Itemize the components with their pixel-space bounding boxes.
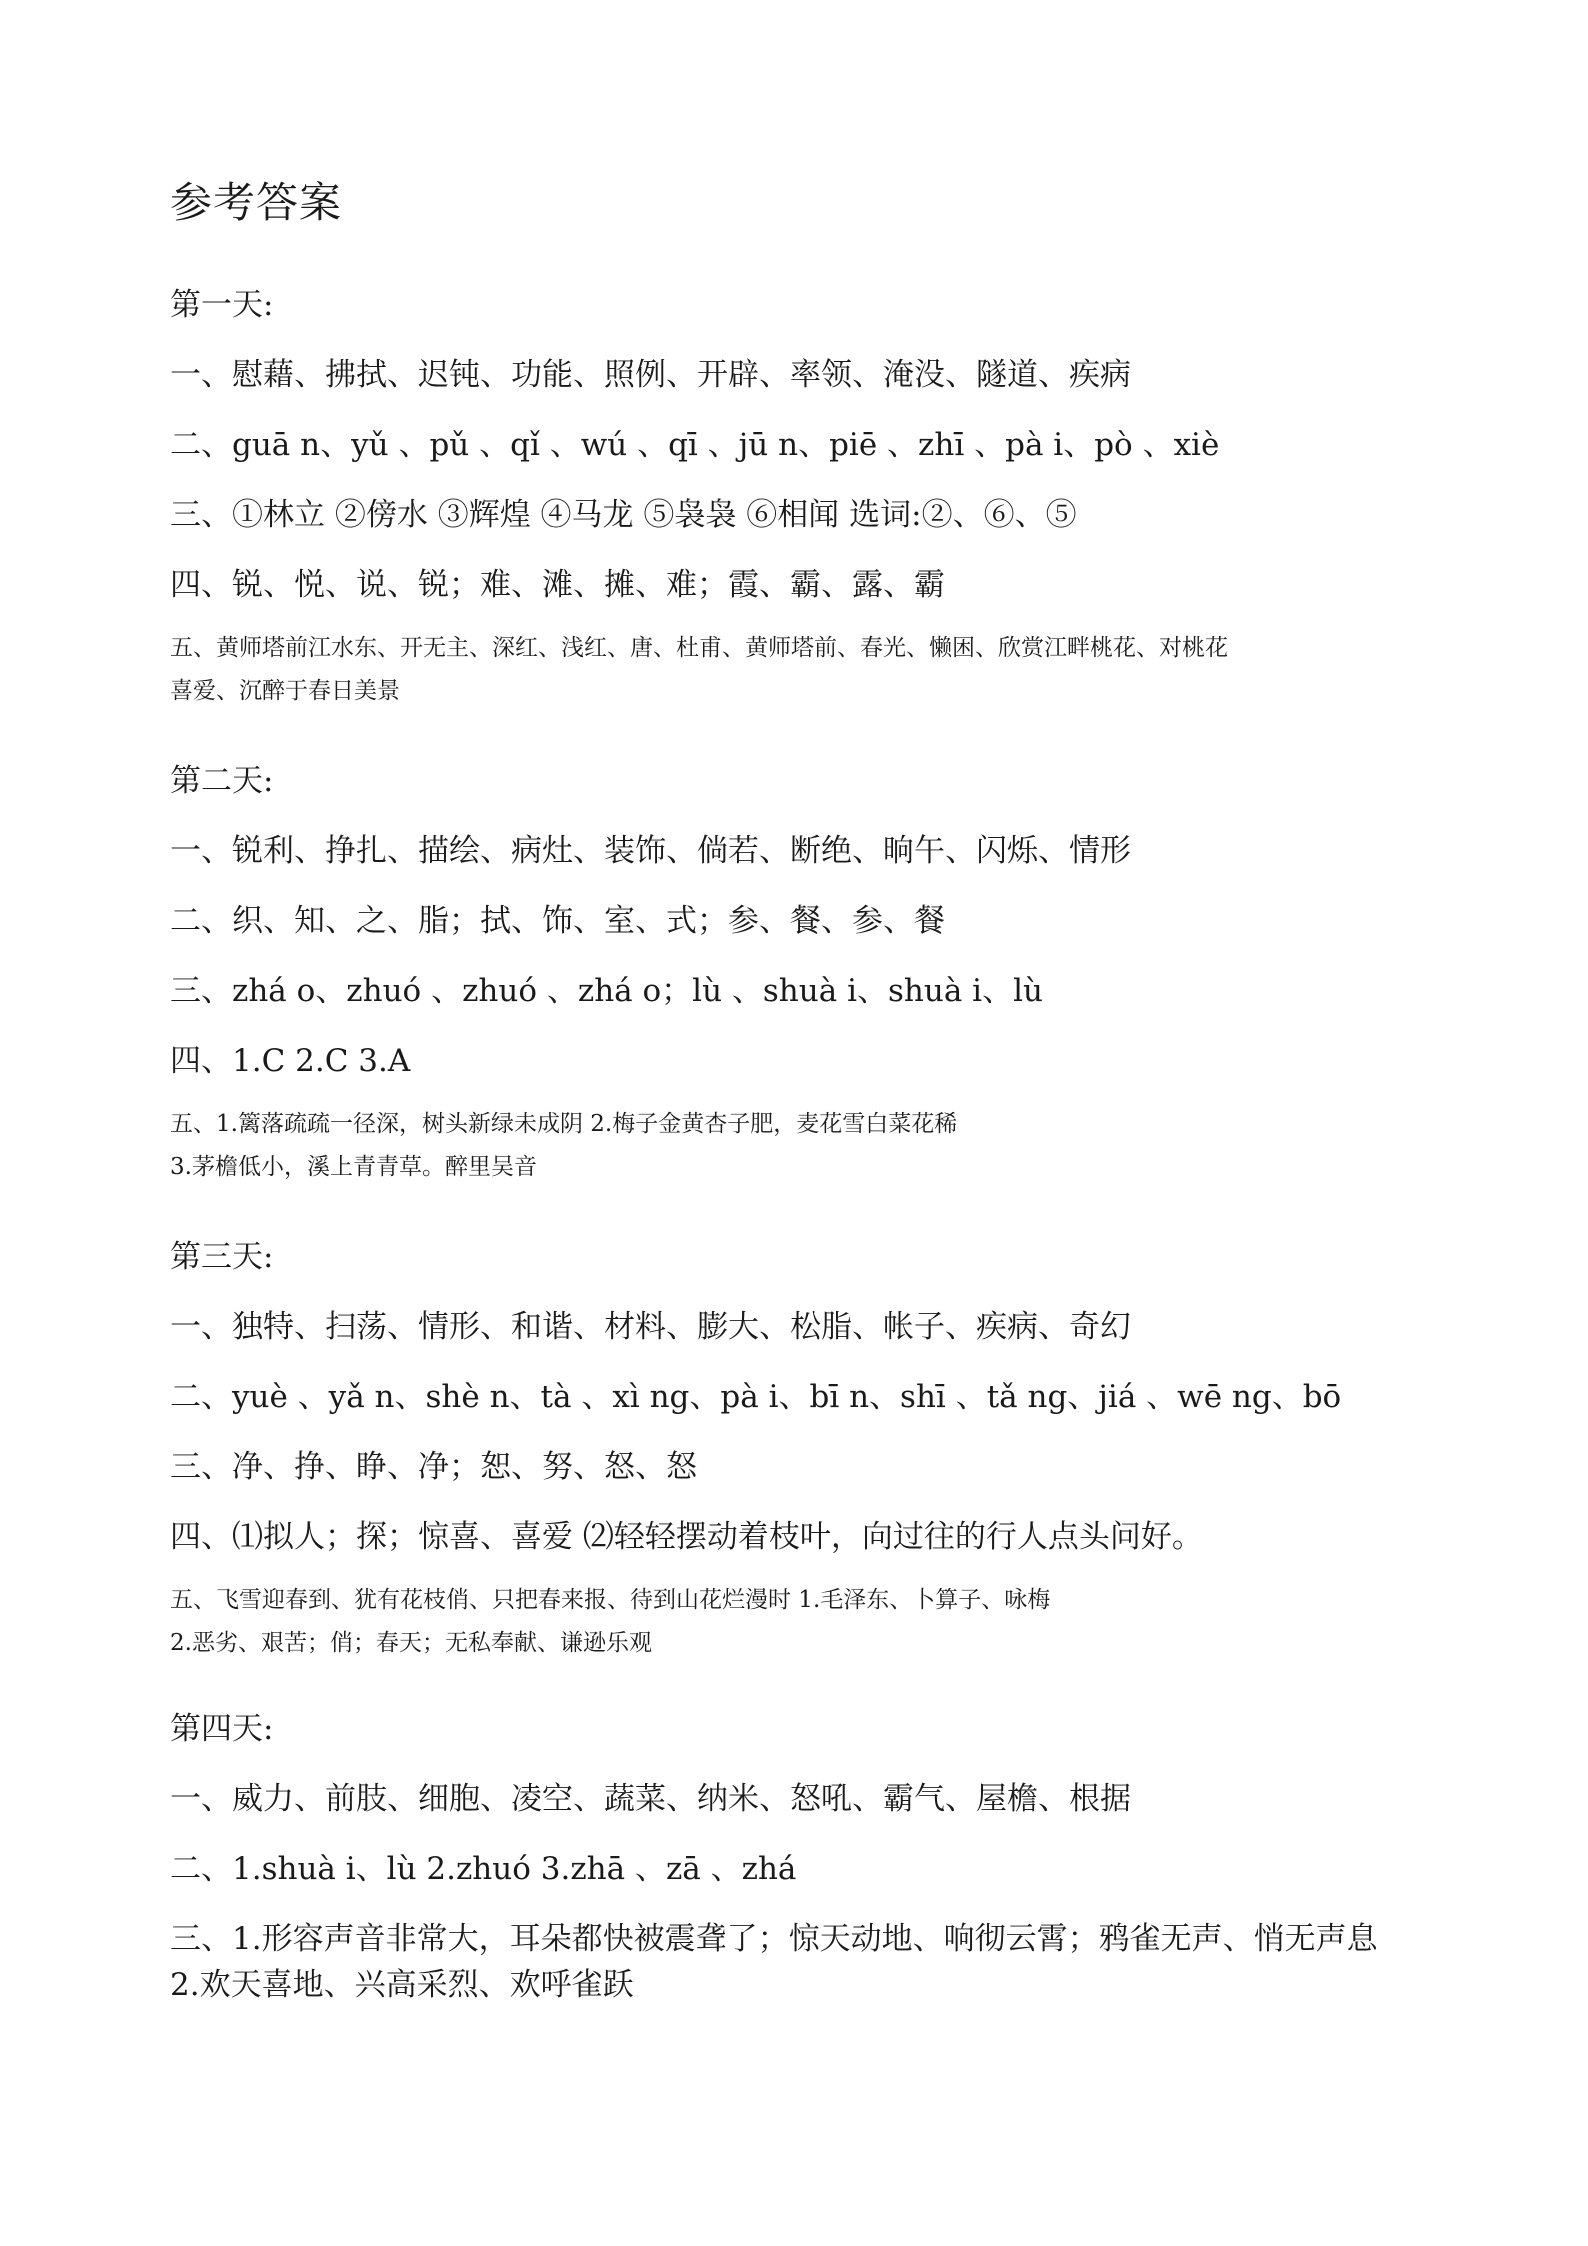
answer-line: 二、织、知、之、脂；拭、饰、室、式；参、餐、参、餐 [170,903,945,939]
answer-line: 一、锐利、挣扎、描绘、病灶、装饰、倘若、断绝、晌午、闪烁、情形 [170,833,1131,869]
answer-line: 二、yuè 、yǎ n、shè n、tà 、xì ng、pà i、bī n、shī 、tǎ ng、jiá 、wē ng、bō [170,1379,1342,1415]
answer-line: 一、独特、扫荡、情形、和谐、材料、膨大、松脂、帐子、疾病、奇幻 [170,1309,1131,1345]
answer-line-small: 五、1.篱落疏疏一径深，树头新绿未成阴 2.梅子金黄杏子肥，麦花雪白菜花稀 [170,1111,958,1137]
answer-line: 2.欢天喜地、兴高采烈、欢呼雀跃 [170,1967,634,2003]
answer-line: 三、净、挣、睁、净；恕、努、怒、怒 [170,1449,697,1485]
answer-line-small: 喜爱、沉醉于春日美景 [170,678,400,704]
day-heading: 第四天: [170,1711,274,1747]
answer-line-small: 2.恶劣、艰苦；俏；春天；无私奉献、谦逊乐观 [170,1630,652,1656]
answer-line: 二、1.shuà i、lù 2.zhuó 3.zhā 、zā 、zhá [170,1851,797,1887]
day-4-section [170,1707,1500,2010]
answer-line: 三、zhá o、zhuó 、zhuó 、zhá o；lù 、shuà i、shuà i、lù [170,973,1043,1009]
answer-line: 三、1.形容声音非常大，耳朵都快被震聋了；惊天动地、响彻云霄；鸦雀无声、悄无声息 [170,1921,1378,1957]
answer-line: 一、威力、前肢、细胞、凌空、蔬菜、纳米、怒吼、霸气、屋檐、根据 [170,1781,1131,1817]
answer-line: 三、①林立 ②傍水 ③辉煌 ④马龙 ⑤袅袅 ⑥相闻 选词:②、⑥、⑤ [170,497,1077,533]
day-heading: 第三天: [170,1239,274,1275]
day-2-section [170,759,1500,1189]
day-3-section [170,1235,1500,1665]
answer-line-small: 3.茅檐低小，溪上青青草。醉里吴音 [170,1154,537,1180]
day-heading: 第二天: [170,763,274,799]
answer-line: 二、guā n、yǔ 、pǔ 、qǐ 、wú 、qī 、jū n、piē 、zhī 、pà i、pò 、xiè [170,427,1220,463]
answer-line: 四、⑴拟人；探；惊喜、喜爱 ⑵轻轻摆动着枝叶，向过往的行人点头问好。 [170,1519,1203,1555]
day-heading: 第一天: [170,287,274,323]
answer-line: 四、1.C 2.C 3.A [170,1043,411,1079]
answer-line: 四、锐、悦、说、锐；难、滩、摊、难；霞、霸、露、霸 [170,567,945,603]
page-title: 参考答案 [170,178,343,227]
answer-line: 一、慰藉、拂拭、迟钝、功能、照例、开辟、率领、淹没、隧道、疾病 [170,357,1131,393]
answer-line-small: 五、飞雪迎春到、犹有花枝俏、只把春来报、待到山花烂漫时 1.毛泽东、卜算子、咏梅 [170,1587,1051,1613]
answer-line-small: 五、黄师塔前江水东、开无主、深红、浅红、唐、杜甫、黄师塔前、春光、懒困、欣赏江畔桃花、对桃花 [170,635,1228,661]
day-1-section [170,283,1500,713]
